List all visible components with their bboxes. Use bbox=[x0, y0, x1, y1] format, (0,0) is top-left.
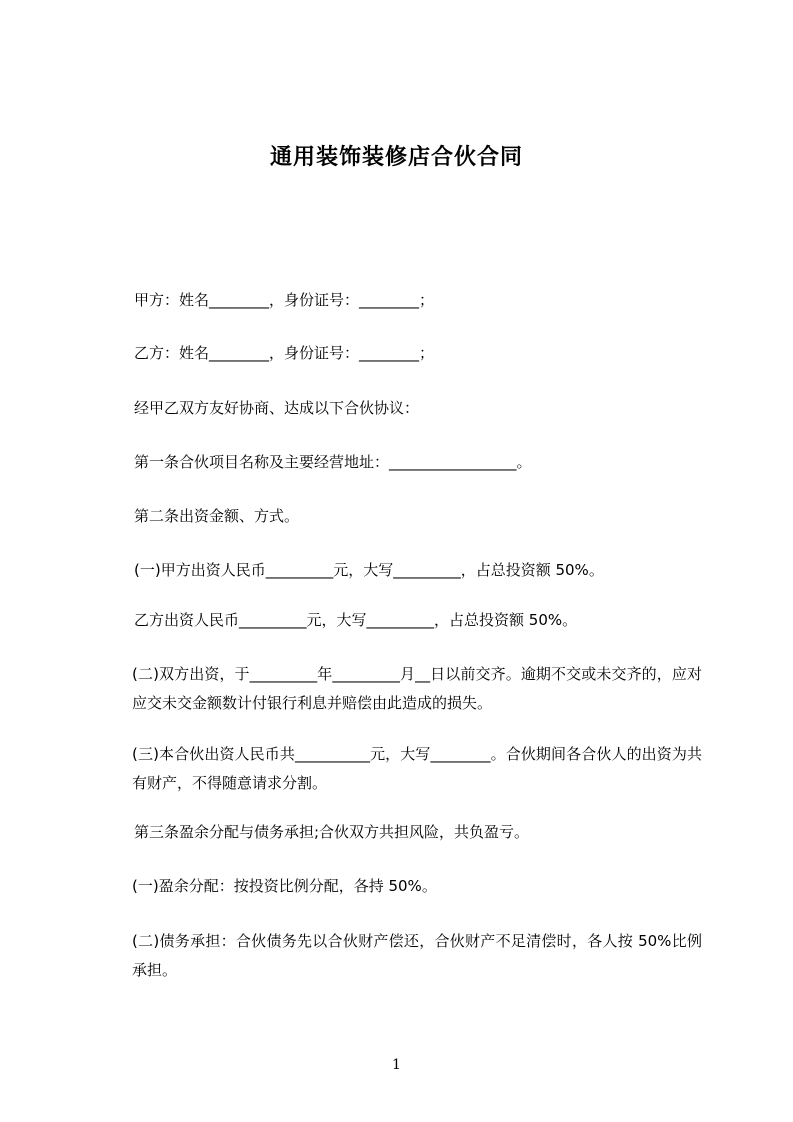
party-a-line: 甲方：姓名________，身份证号：________； bbox=[134, 291, 435, 309]
page-number: 1 bbox=[392, 1057, 401, 1073]
article-2-item-1-party-b: 乙方出资人民币_________元，大写_________，占总投资额 50%。 bbox=[134, 611, 578, 629]
article-3-heading: 第三条盈余分配与债务承担;合伙双方共担风险，共负盈亏。 bbox=[134, 823, 530, 841]
agreement-intro: 经甲乙双方友好协商、达成以下合伙协议： bbox=[134, 399, 420, 417]
party-b-line: 乙方：姓名________，身份证号：________； bbox=[134, 344, 435, 362]
document-title: 通用装饰装修店合伙合同 bbox=[269, 145, 523, 170]
article-2-item-3: (三)本合伙出资人民币共__________元，大写________。合伙期间各合伙人的出资为共有财产，不得随意请求分割。 bbox=[132, 745, 702, 792]
article-3-item-2: (二)债务承担：合伙债务先以合伙财产偿还，合伙财产不足清偿时，各人按 50%比例承担。 bbox=[132, 932, 702, 979]
article-3-item-1: (一)盈余分配：按投资比例分配，各持 50%。 bbox=[132, 877, 437, 895]
article-1: 第一条合伙项目名称及主要经营地址：_________________。 bbox=[134, 453, 532, 471]
article-2-item-2: (二)双方出资，于_________年_________月__日以前交齐。逾期不交或未交齐的，应对应交未交金额数计付银行利息并赔偿由此造成的损失。 bbox=[132, 665, 702, 712]
article-2-heading: 第二条出资金额、方式。 bbox=[134, 507, 300, 525]
article-2-item-1: (一)甲方出资人民币_________元，大写_________，占总投资额 50%。 bbox=[134, 561, 604, 579]
